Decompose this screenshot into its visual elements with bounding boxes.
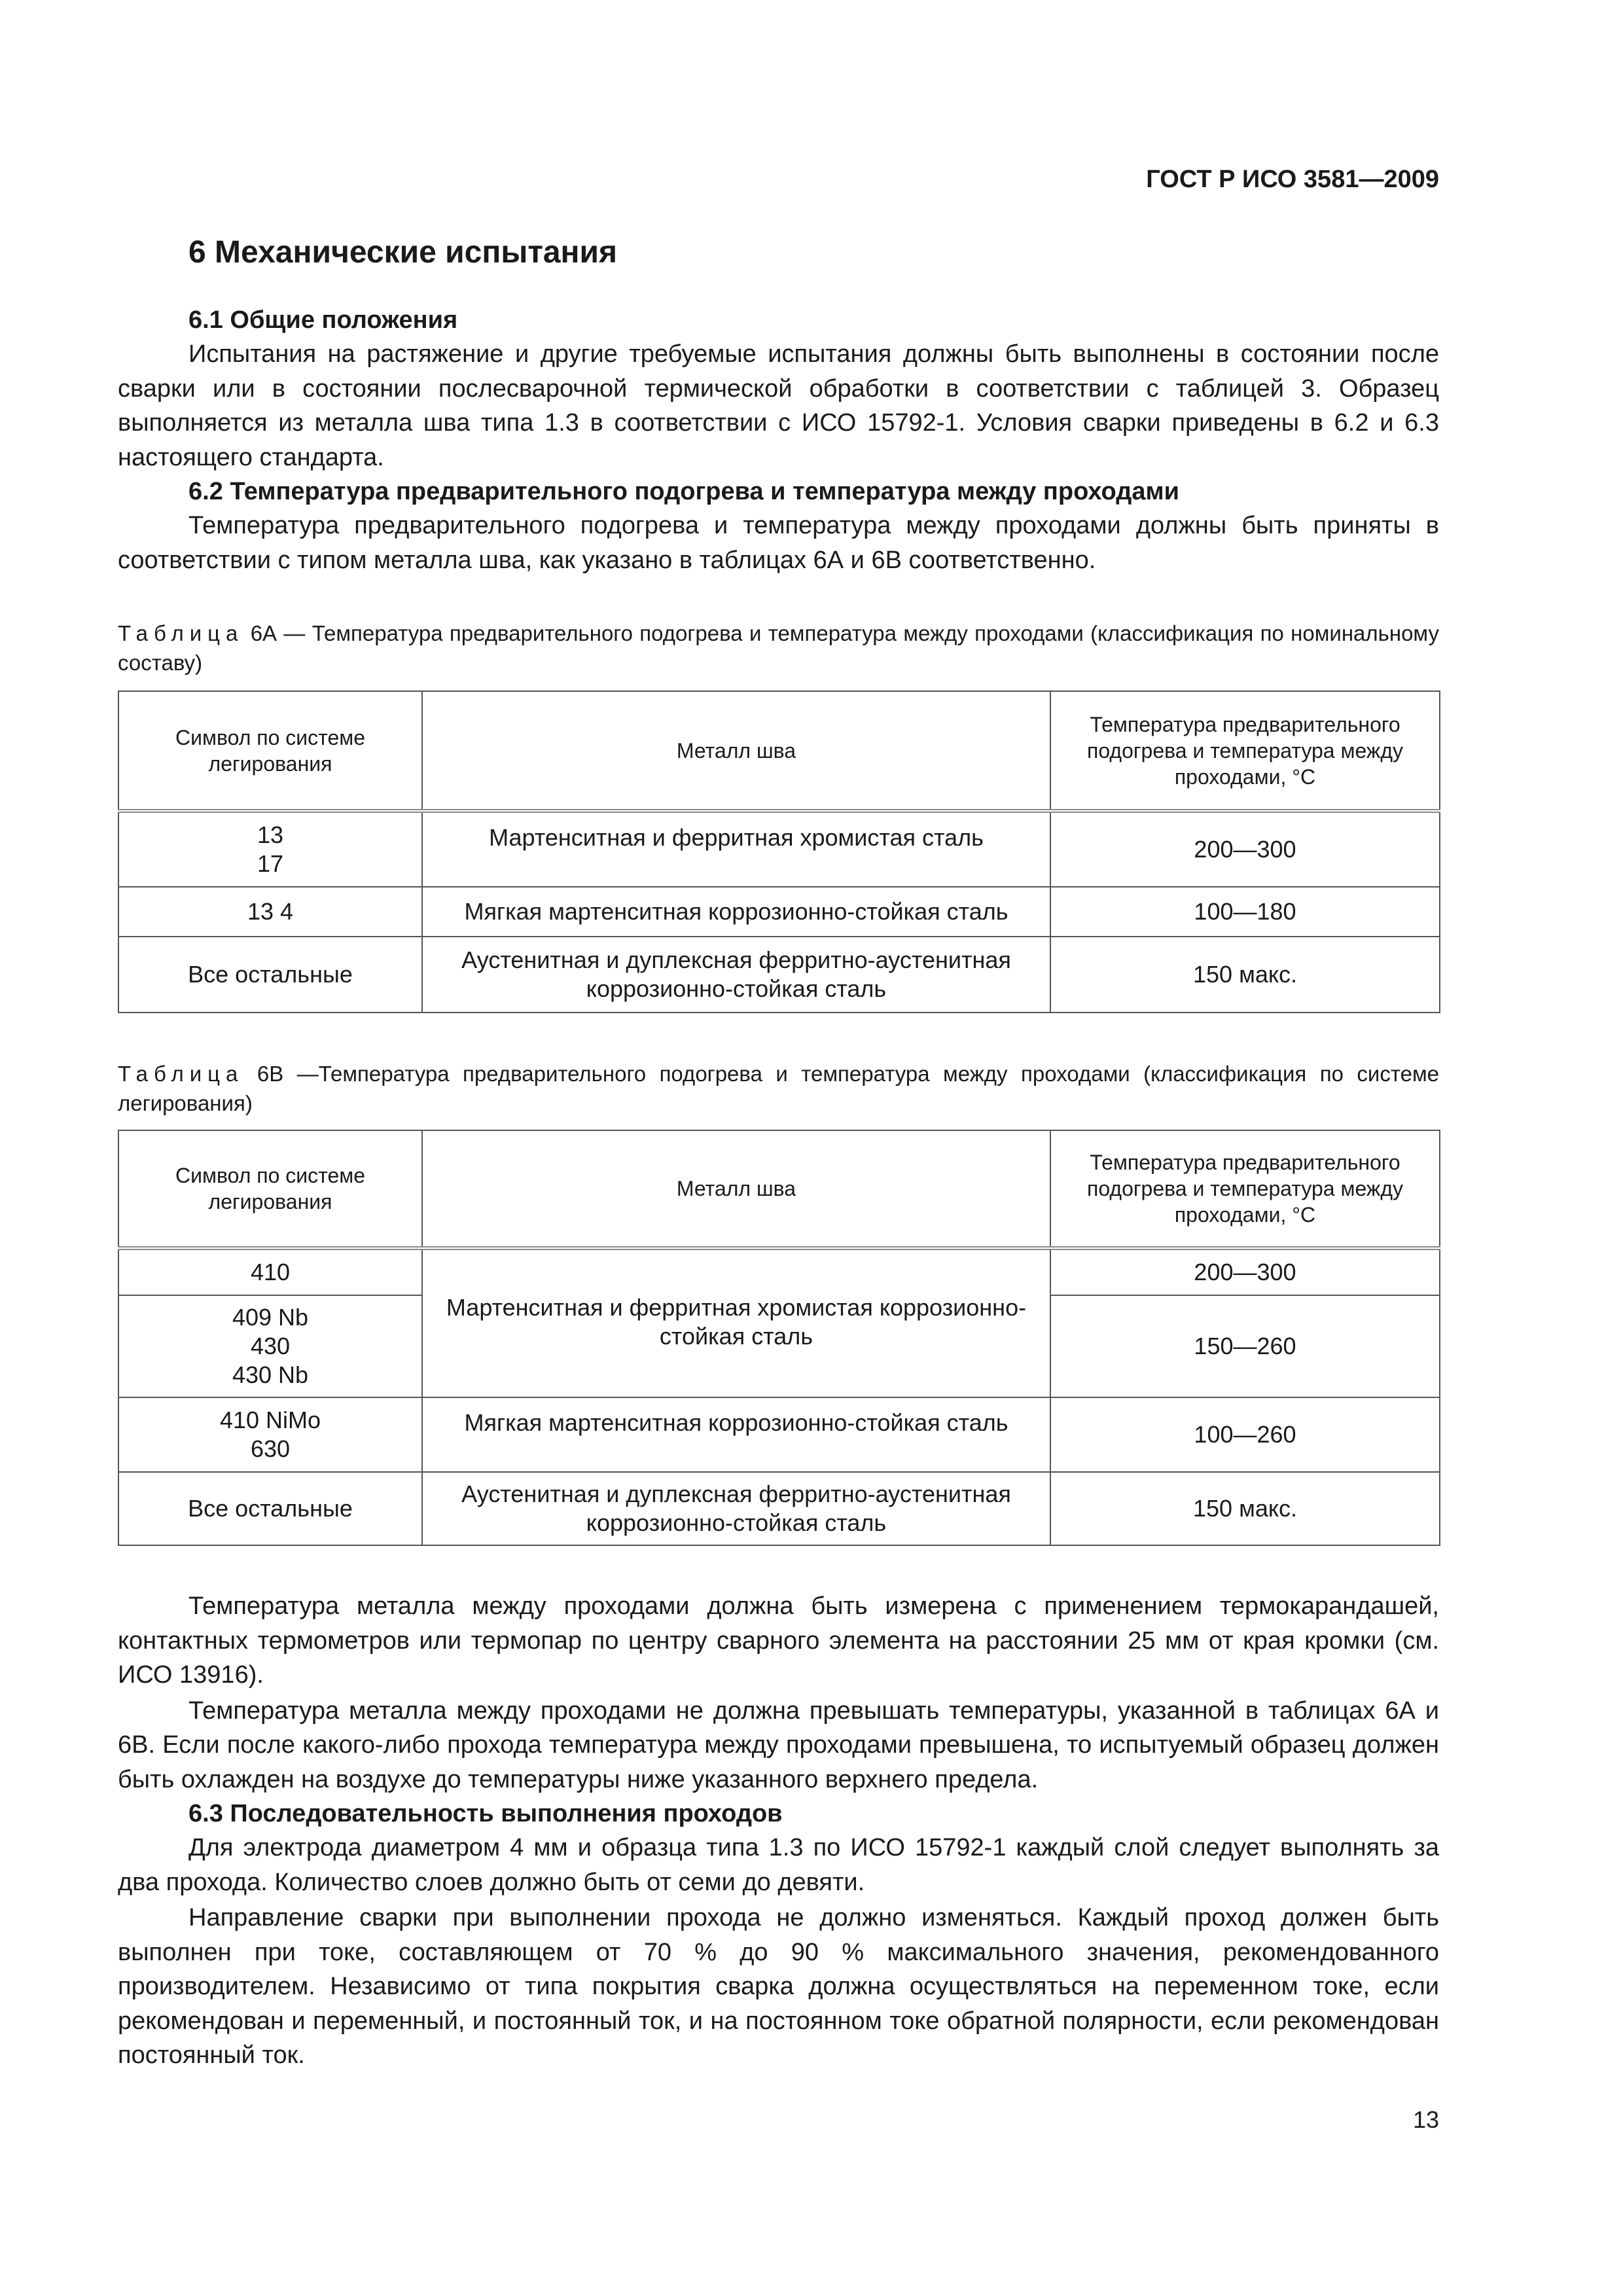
table-6a-caption-word: Таблица	[118, 621, 244, 645]
table-6b-cell-symbol: 410 NiMo 630	[118, 1397, 422, 1472]
table-6a-header-temp: Температура предварительного подогрева и температура между проходами, °С	[1050, 691, 1440, 811]
subsection-6-3-paragraph-2: Направление сварки при выполнении прохода не должно изменяться. Каждый проход должен быть выполнен при токе, составляющем от 70 % до 90 % максимального значения, рекомендованного производителем. Независимо от типа покрытия сварка должна осуществляться на переменном токе, если рекомендован и переменный, и постоянный ток, и на постоянном токе обратной полярности, если рекомендован постоянный ток.	[118, 1904, 1439, 2069]
page-number: 13	[1412, 2106, 1439, 2133]
table-6a-cell-temp: 100—180	[1050, 887, 1440, 937]
table-6a	[118, 691, 1440, 1013]
table-6a-block	[118, 619, 1439, 1013]
section-after-tables	[118, 1589, 1439, 2073]
table-6b-header-metal: Металл шва	[422, 1130, 1050, 1248]
table-6a-cell-metal: Мартенситная и ферритная хромистая сталь	[422, 811, 1050, 887]
table-6b-cell-symbol: Все остальные	[118, 1472, 422, 1545]
table-6b	[118, 1130, 1440, 1546]
subsection-6-1-paragraph: Испытания на растяжение и другие требуемые испытания должны быть выполнены в состоянии после сварки или в состоянии послесварочной термической обработки в соответствии с таблицей 3. Образец выполняется из металла шва типа 1.3 в соответствии с ИСО 15792-1. Условия сварки приведены в 6.2 и 6.3 настоящего стандарта.	[118, 340, 1439, 471]
table-row	[118, 887, 1440, 937]
table-6a-header-symbol: Символ по системе легирования	[118, 691, 422, 811]
table-6a-cell-symbol: Все остальные	[118, 937, 422, 1013]
table-6b-cell-temp: 200—300	[1050, 1248, 1440, 1295]
table-row	[118, 937, 1440, 1013]
table-6b-header-symbol: Символ по системе легирования	[118, 1130, 422, 1248]
table-row	[118, 1248, 1440, 1295]
document-page	[118, 0, 1439, 2296]
table-6a-header-metal: Металл шва	[422, 691, 1050, 811]
table-6b-cell-metal: Мягкая мартенситная коррозионно-стойкая сталь	[422, 1397, 1050, 1472]
table-6b-cell-temp: 150 макс.	[1050, 1472, 1440, 1545]
subsection-6-2-heading: 6.2 Температура предварительного подогрева и температура между проходами	[188, 478, 1179, 505]
table-6a-cell-metal: Аустенитная и дуплексная ферритно-аустенитная коррозионно-стойкая сталь	[422, 937, 1050, 1013]
table-6b-caption	[118, 1059, 1439, 1118]
table-6a-cell-symbol: 13 4	[118, 887, 422, 937]
subsection-6-2-paragraph: Температура предварительного подогрева и температура между проходами должны быть приняты в соответствии с типом металла шва, как указано в таблицах 6А и 6В соответственно.	[118, 512, 1439, 574]
table-6b-caption-text: 6В —Температура предварительного подогрева и температура между проходами (классификация по системе легирования)	[118, 1062, 1440, 1115]
document-code: ГОСТ Р ИСО 3581—2009	[1146, 166, 1439, 193]
subsection-6-1-heading: 6.1 Общие положения	[188, 306, 458, 334]
table-row	[118, 811, 1440, 887]
table-6b-cell-temp: 100—260	[1050, 1397, 1440, 1472]
table-6a-cell-temp: 200—300	[1050, 811, 1440, 887]
table-6b-caption-word: Таблица	[118, 1062, 244, 1086]
table-6a-caption-text: 6А — Температура предварительного подогрева и температура между проходами (классификация по номинальному составу)	[118, 621, 1439, 675]
paragraph-interpass-measurement: Температура металла между проходами должна быть измерена с применением термокарандашей, контактных термометров или термопар по центру сварного элемента на расстоянии 25 мм от края кромки (см. ИСО 13916).	[118, 1592, 1439, 1689]
section-6-1-6-2	[118, 303, 1439, 577]
table-6b-block	[118, 1059, 1439, 1546]
subsection-6-3-heading: 6.3 Последовательность выполнения проходов	[188, 1800, 783, 1827]
table-6b-cell-metal-merged: Мартенситная и ферритная хромистая коррозионно-стойкая сталь	[422, 1248, 1050, 1397]
table-6a-cell-metal: Мягкая мартенситная коррозионно-стойкая сталь	[422, 887, 1050, 937]
table-row	[118, 1397, 1440, 1472]
table-row	[118, 1472, 1440, 1545]
paragraph-interpass-limit: Температура металла между проходами не должна превышать температуры, указанной в таблицах 6А и 6В. Если после какого-либо прохода температура между проходами превышена, то испытуемый образец должен быть охлажден на воздухе до температуры ниже указанного верхнего предела.	[118, 1696, 1439, 1793]
subsection-6-3-paragraph-1: Для электрода диаметром 4 мм и образца типа 1.3 по ИСО 15792-1 каждый слой следует выполнять за два прохода. Количество слоев должно быть от семи до девяти.	[118, 1834, 1439, 1896]
table-6b-header-temp: Температура предварительного подогрева и температура между проходами, °С	[1050, 1130, 1440, 1248]
section-title: 6 Механические испытания	[188, 235, 618, 270]
table-6b-cell-temp: 150—260	[1050, 1295, 1440, 1397]
table-6b-cell-symbol: 410	[118, 1248, 422, 1295]
table-6a-cell-symbol: 13 17	[118, 811, 422, 887]
table-6a-caption	[118, 619, 1439, 677]
table-6a-cell-temp: 150 макс.	[1050, 937, 1440, 1013]
table-6b-cell-metal: Аустенитная и дуплексная ферритно-аустенитная коррозионно-стойкая сталь	[422, 1472, 1050, 1545]
table-6b-cell-symbol: 409 Nb 430 430 Nb	[118, 1295, 422, 1397]
